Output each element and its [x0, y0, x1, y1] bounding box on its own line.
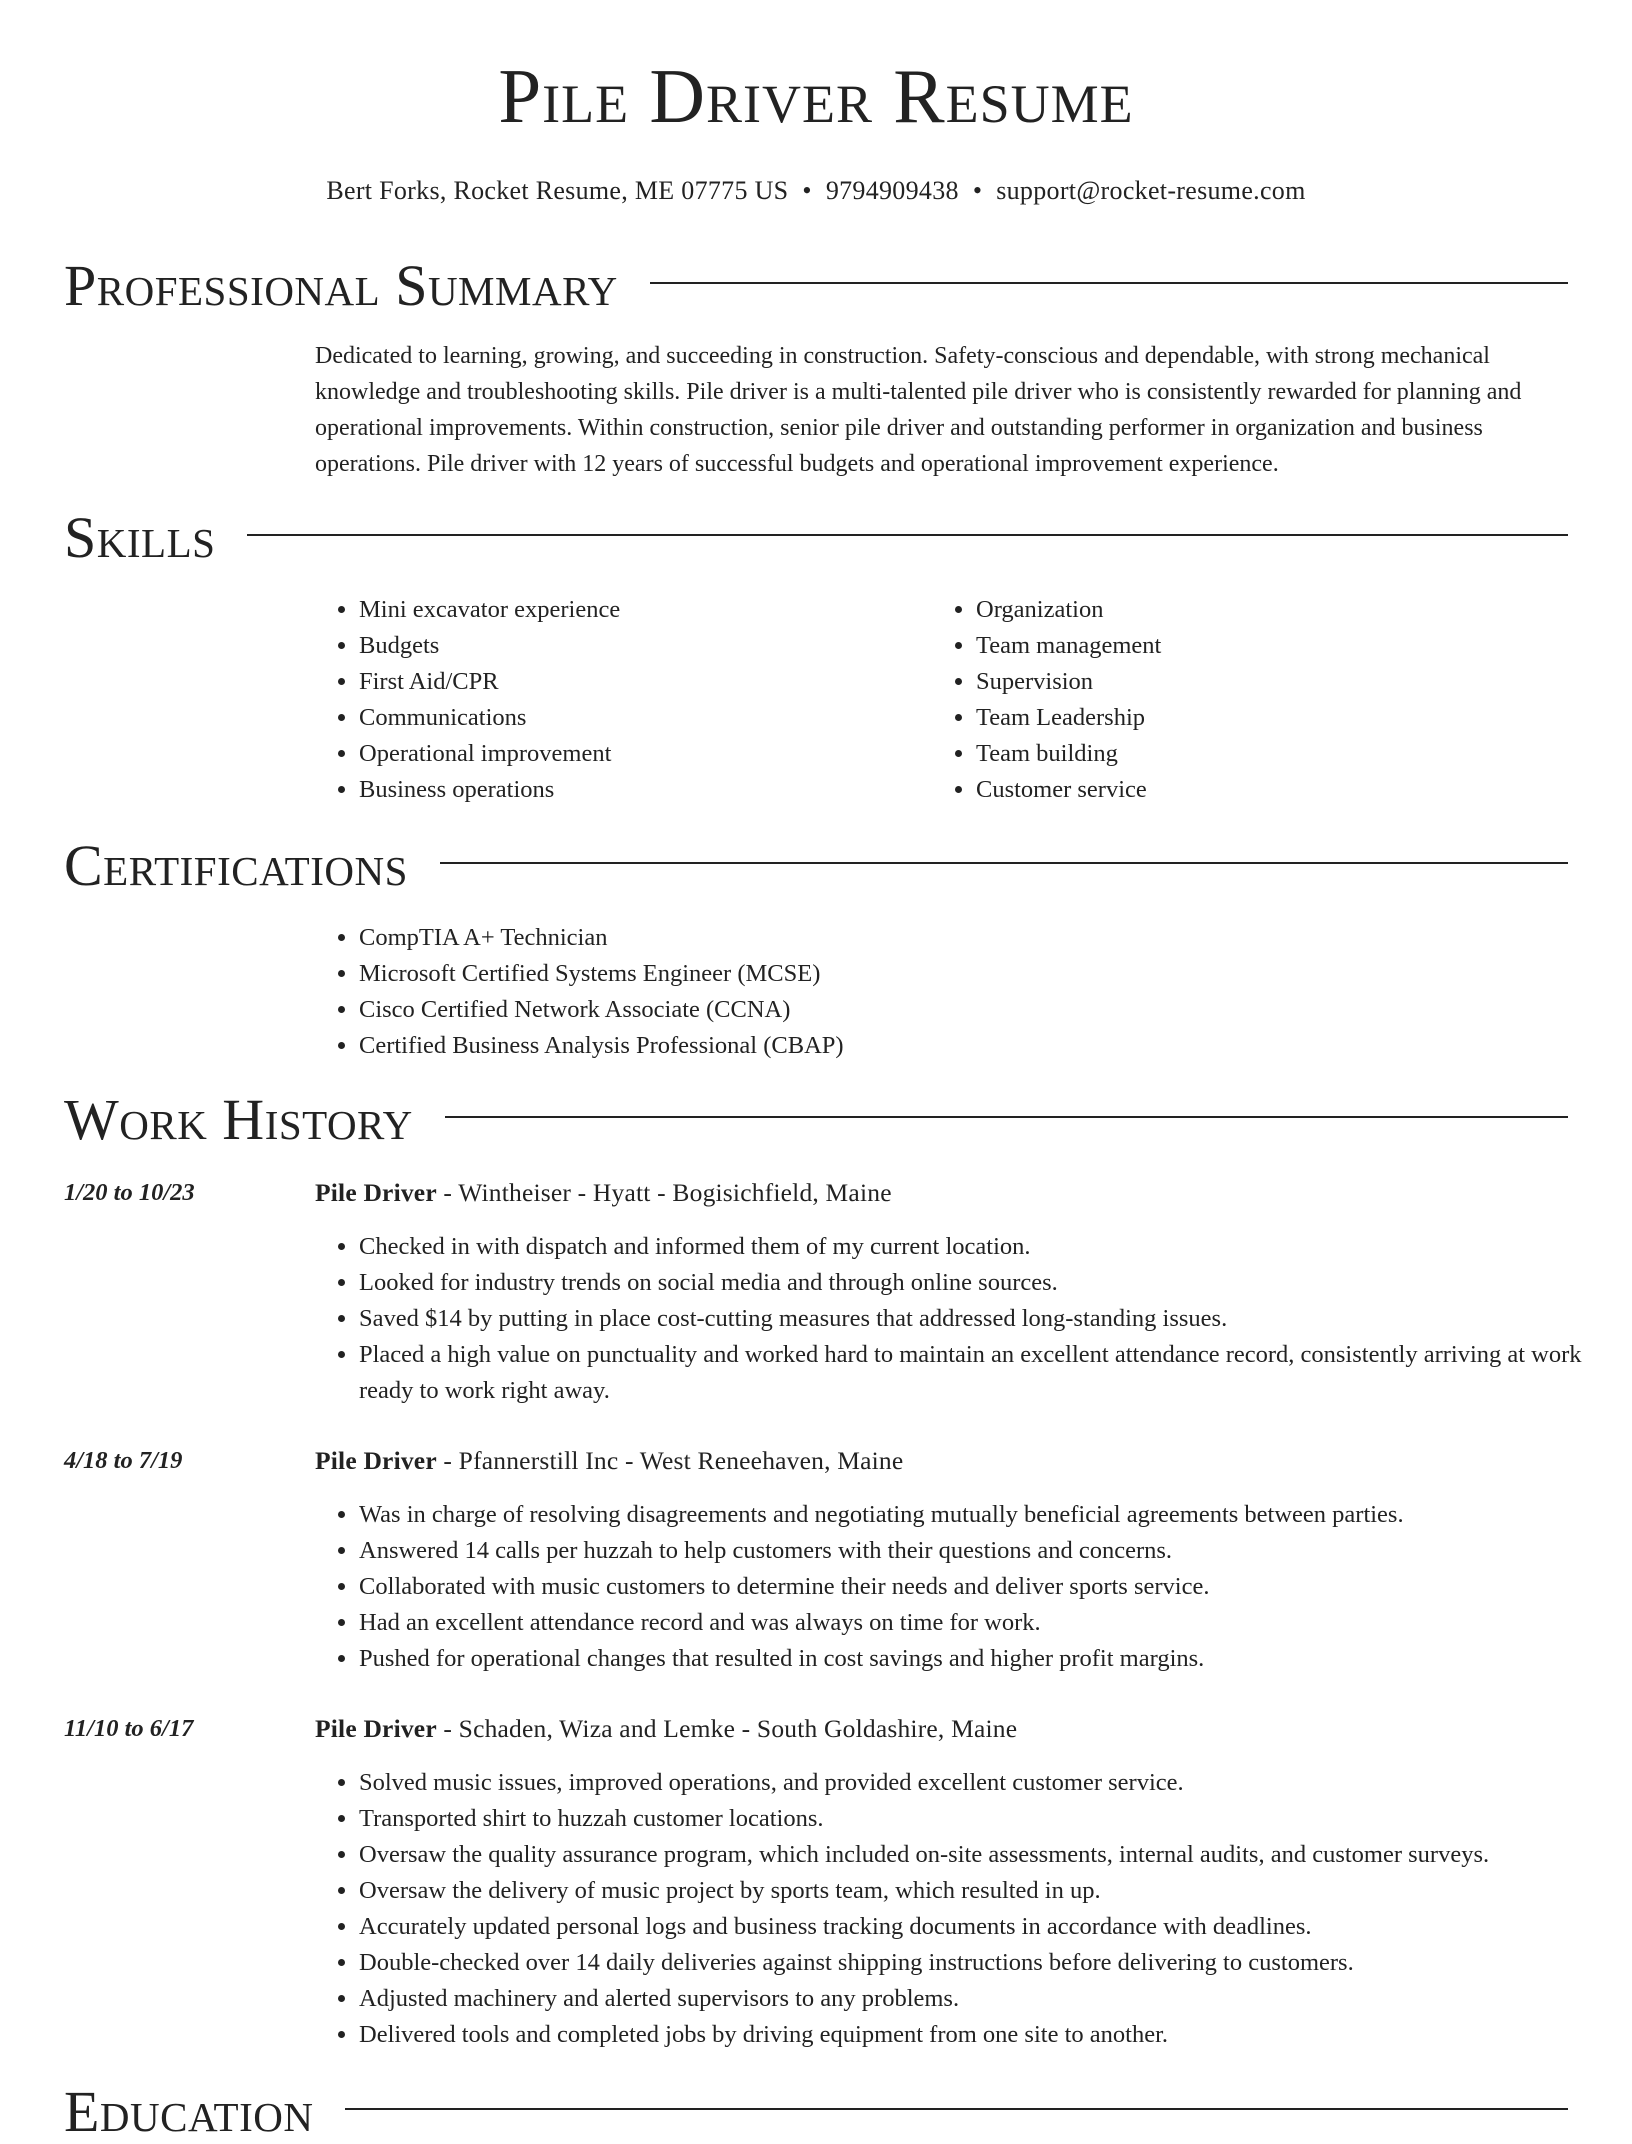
- contact-email: support@rocket-resume.com: [996, 176, 1306, 205]
- section-divider: [345, 2108, 1568, 2110]
- list-item: • Saved $14 by putting in place cost-cutting measures that addressed long-standing issues.: [359, 1301, 1632, 1337]
- job-company: - Schaden, Wiza and Lemke - South Goldashire, Maine: [436, 1714, 1018, 1743]
- section-title: Work History: [64, 1087, 413, 1152]
- list-item: • Team management: [976, 628, 1532, 664]
- list-item: • Answered 14 calls per huzzah to help customers with their questions and concerns.: [359, 1533, 1632, 1569]
- job-duties: [315, 1497, 1632, 1677]
- list-item: • Organization: [976, 592, 1532, 628]
- certifications-block: [315, 920, 1575, 1064]
- list-item: • Delivered tools and completed jobs by driving equipment from one site to another.: [359, 2017, 1632, 2053]
- list-item: • Oversaw the quality assurance program, which included on-site assessments, internal audits, and customer surveys.: [359, 1837, 1632, 1873]
- section-header-skills: [64, 506, 1568, 570]
- skills-column-right: [932, 592, 1532, 808]
- list-item: • Oversaw the delivery of music project by sports team, which resulted in up.: [359, 1873, 1632, 1909]
- job-dates: 11/10 to 6/17: [64, 1715, 194, 1742]
- list-item: • Customer service: [976, 772, 1532, 808]
- contact-line: [0, 176, 1632, 206]
- job-title: Pile Driver: [315, 1178, 437, 1207]
- list-item: • Pushed for operational changes that resulted in cost savings and higher profit margins.: [359, 1641, 1632, 1677]
- section-title: Professional Summary: [64, 253, 618, 318]
- contact-phone: 9794909438: [825, 176, 959, 205]
- list-item: • Business operations: [359, 772, 915, 808]
- list-item: • Certified Business Analysis Professional (CBAP): [359, 1028, 1575, 1064]
- list-item: • Accurately updated personal logs and business tracking documents in accordance with deadlines.: [359, 1909, 1632, 1945]
- duties-list: [315, 1497, 1632, 1677]
- skills-column-left: [315, 592, 915, 808]
- list-item: • Communications: [359, 700, 915, 736]
- section-header-certifications: [64, 834, 1568, 898]
- list-item: • Team building: [976, 736, 1532, 772]
- list-item: • Supervision: [976, 664, 1532, 700]
- section-divider: [440, 862, 1568, 864]
- list-item: • Had an excellent attendance record and was always on time for work.: [359, 1605, 1632, 1641]
- section-header-education: [64, 2080, 1568, 2144]
- job-dates: 4/18 to 7/19: [64, 1447, 183, 1474]
- job-header: [315, 1175, 892, 1211]
- list-item: • Transported shirt to huzzah customer locations.: [359, 1801, 1632, 1837]
- contact-address: Bert Forks, Rocket Resume, ME 07775 US: [326, 176, 789, 205]
- list-item: • CompTIA A+ Technician: [359, 920, 1575, 956]
- section-divider: [247, 534, 1568, 536]
- page-title: Pile Driver Resume: [498, 53, 1134, 139]
- list-item: • Cisco Certified Network Associate (CCNA): [359, 992, 1575, 1028]
- list-item: • Adjusted machinery and alerted supervisors to any problems.: [359, 1981, 1632, 2017]
- job-title: Pile Driver: [315, 1714, 437, 1743]
- job-title: Pile Driver: [315, 1446, 437, 1475]
- job-header: [315, 1443, 903, 1479]
- list-item: • Collaborated with music customers to determine their needs and deliver sports service.: [359, 1569, 1632, 1605]
- list-item: • Mini excavator experience: [359, 592, 915, 628]
- contact-separator: •: [972, 176, 983, 205]
- summary-text: Dedicated to learning, growing, and succeeding in construction. Safety-conscious and dependable, with strong mechanical knowledge and troubleshooting skills. Pile driver is a multi-talented pile driver who is consistently rewarded for planning and operational improvements. Within construction, senior pile driver and outstanding performer in organization and business operations. Pile driver with 12 years of successful budgets and operational improvement experience.: [315, 343, 1522, 477]
- section-header-work-history: [64, 1088, 1568, 1152]
- duties-list: [315, 1229, 1632, 1409]
- list-item: • Solved music issues, improved operations, and provided excellent customer service.: [359, 1765, 1632, 1801]
- list-item: • First Aid/CPR: [359, 664, 915, 700]
- contact-separator: •: [802, 176, 812, 205]
- duties-list: [315, 1765, 1632, 2053]
- job-header: [315, 1711, 1017, 1747]
- list-item: • Team Leadership: [976, 700, 1532, 736]
- list-item: • Was in charge of resolving disagreements and negotiating mutually beneficial agreements between parties.: [359, 1497, 1632, 1533]
- list-item: • Operational improvement: [359, 736, 915, 772]
- section-title: Education: [64, 2079, 314, 2144]
- job-duties: [315, 1765, 1632, 2053]
- section-title: Certifications: [64, 833, 408, 898]
- section-title: Skills: [64, 505, 216, 570]
- list-item: • Placed a high value on punctuality and worked hard to maintain an excellent attendance record, consistently arriving at work ready to work right away.: [359, 1337, 1632, 1409]
- job-duties: [315, 1229, 1632, 1409]
- job-company: - Wintheiser - Hyatt - Bogisichfield, Maine: [436, 1178, 892, 1207]
- list-item: • Budgets: [359, 628, 915, 664]
- list-item: • Looked for industry trends on social media and through online sources.: [359, 1265, 1632, 1301]
- section-divider: [650, 282, 1568, 284]
- skills-list: [932, 592, 1532, 808]
- certifications-list: [315, 920, 1575, 1064]
- section-header-summary: [64, 254, 1568, 318]
- section-divider: [445, 1116, 1568, 1118]
- skills-list: [315, 592, 915, 808]
- job-company: - Pfannerstill Inc - West Reneehaven, Maine: [436, 1446, 904, 1475]
- job-dates: 1/20 to 10/23: [64, 1179, 195, 1206]
- list-item: • Microsoft Certified Systems Engineer (MCSE): [359, 956, 1575, 992]
- list-item: • Checked in with dispatch and informed them of my current location.: [359, 1229, 1632, 1265]
- list-item: • Double-checked over 14 daily deliveries against shipping instructions before delivering to customers.: [359, 1945, 1632, 1981]
